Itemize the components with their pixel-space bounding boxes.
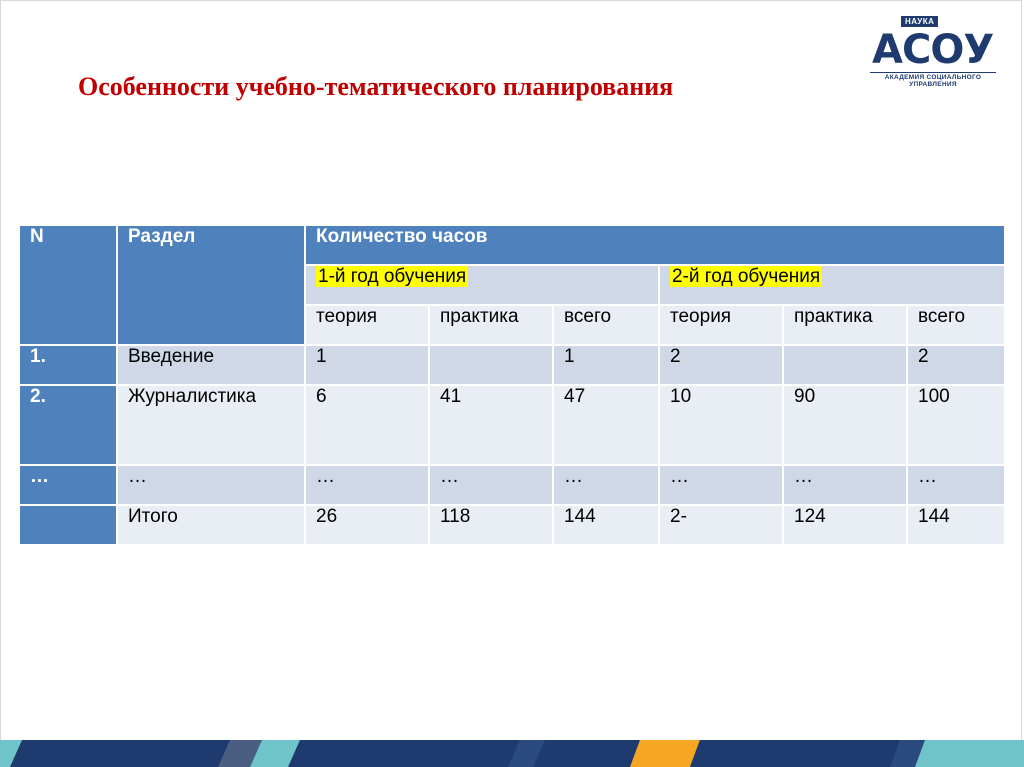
row-section: Журналистика: [118, 386, 304, 464]
year2-header: [660, 266, 1004, 304]
row-value: 2: [908, 346, 1004, 384]
row-value: 26: [306, 506, 428, 544]
table-row: [20, 346, 1004, 384]
header-row: [20, 226, 1004, 264]
year2-label: 2-й год обучения: [672, 266, 821, 287]
row-value: 6: [306, 386, 428, 464]
row-value: 2: [660, 346, 782, 384]
row-value: …: [554, 466, 658, 504]
col-section-header: Раздел: [118, 226, 304, 344]
hours-table: [18, 224, 1006, 546]
row-value: [784, 346, 906, 384]
row-value: 100: [908, 386, 1004, 464]
table-row: [20, 386, 1004, 464]
row-section: Введение: [118, 346, 304, 384]
sub-header-total-1: всего: [554, 306, 658, 344]
row-value: [430, 346, 552, 384]
row-value: 124: [784, 506, 906, 544]
row-value: 144: [554, 506, 658, 544]
sub-header-practice-2: практика: [784, 306, 906, 344]
logo-line1: АКАДЕМИЯ СОЦИАЛЬНОГО: [870, 72, 996, 81]
row-value: …: [784, 466, 906, 504]
sub-header-practice-1: практика: [430, 306, 552, 344]
row-value: …: [660, 466, 782, 504]
logo-mark: АСОУ: [872, 27, 994, 73]
row-value: 2-: [660, 506, 782, 544]
row-value: …: [306, 466, 428, 504]
col-n-header: N: [20, 226, 116, 344]
row-value: …: [430, 466, 552, 504]
row-value: 118: [430, 506, 552, 544]
row-section: Итого: [118, 506, 304, 544]
table-row-total: [20, 506, 1004, 544]
row-value: 10: [660, 386, 782, 464]
row-number: …: [20, 466, 116, 504]
logo-line2: УПРАВЛЕНИЯ: [909, 81, 957, 88]
row-value: 1: [306, 346, 428, 384]
year1-header: [306, 266, 658, 304]
sub-header-theory-1: теория: [306, 306, 428, 344]
asou-logo: [870, 14, 1000, 94]
row-value: 41: [430, 386, 552, 464]
sub-header-theory-2: теория: [660, 306, 782, 344]
row-value: 47: [554, 386, 658, 464]
slide-title: Особенности учебно-тематического планирования: [78, 72, 674, 101]
row-value: 90: [784, 386, 906, 464]
bottom-decor-band: [0, 740, 1024, 767]
row-number: 2.: [20, 386, 116, 464]
row-number: 1.: [20, 346, 116, 384]
table-row: [20, 466, 1004, 504]
row-value: …: [908, 466, 1004, 504]
logo-badge: НАУКА: [901, 16, 938, 27]
row-value: 1: [554, 346, 658, 384]
col-hours-header: Количество часов: [306, 226, 1004, 264]
row-value: 144: [908, 506, 1004, 544]
sub-header-total-2: всего: [908, 306, 1004, 344]
row-number: [20, 506, 116, 544]
year1-label: 1-й год обучения: [318, 266, 467, 287]
row-section: …: [118, 466, 304, 504]
